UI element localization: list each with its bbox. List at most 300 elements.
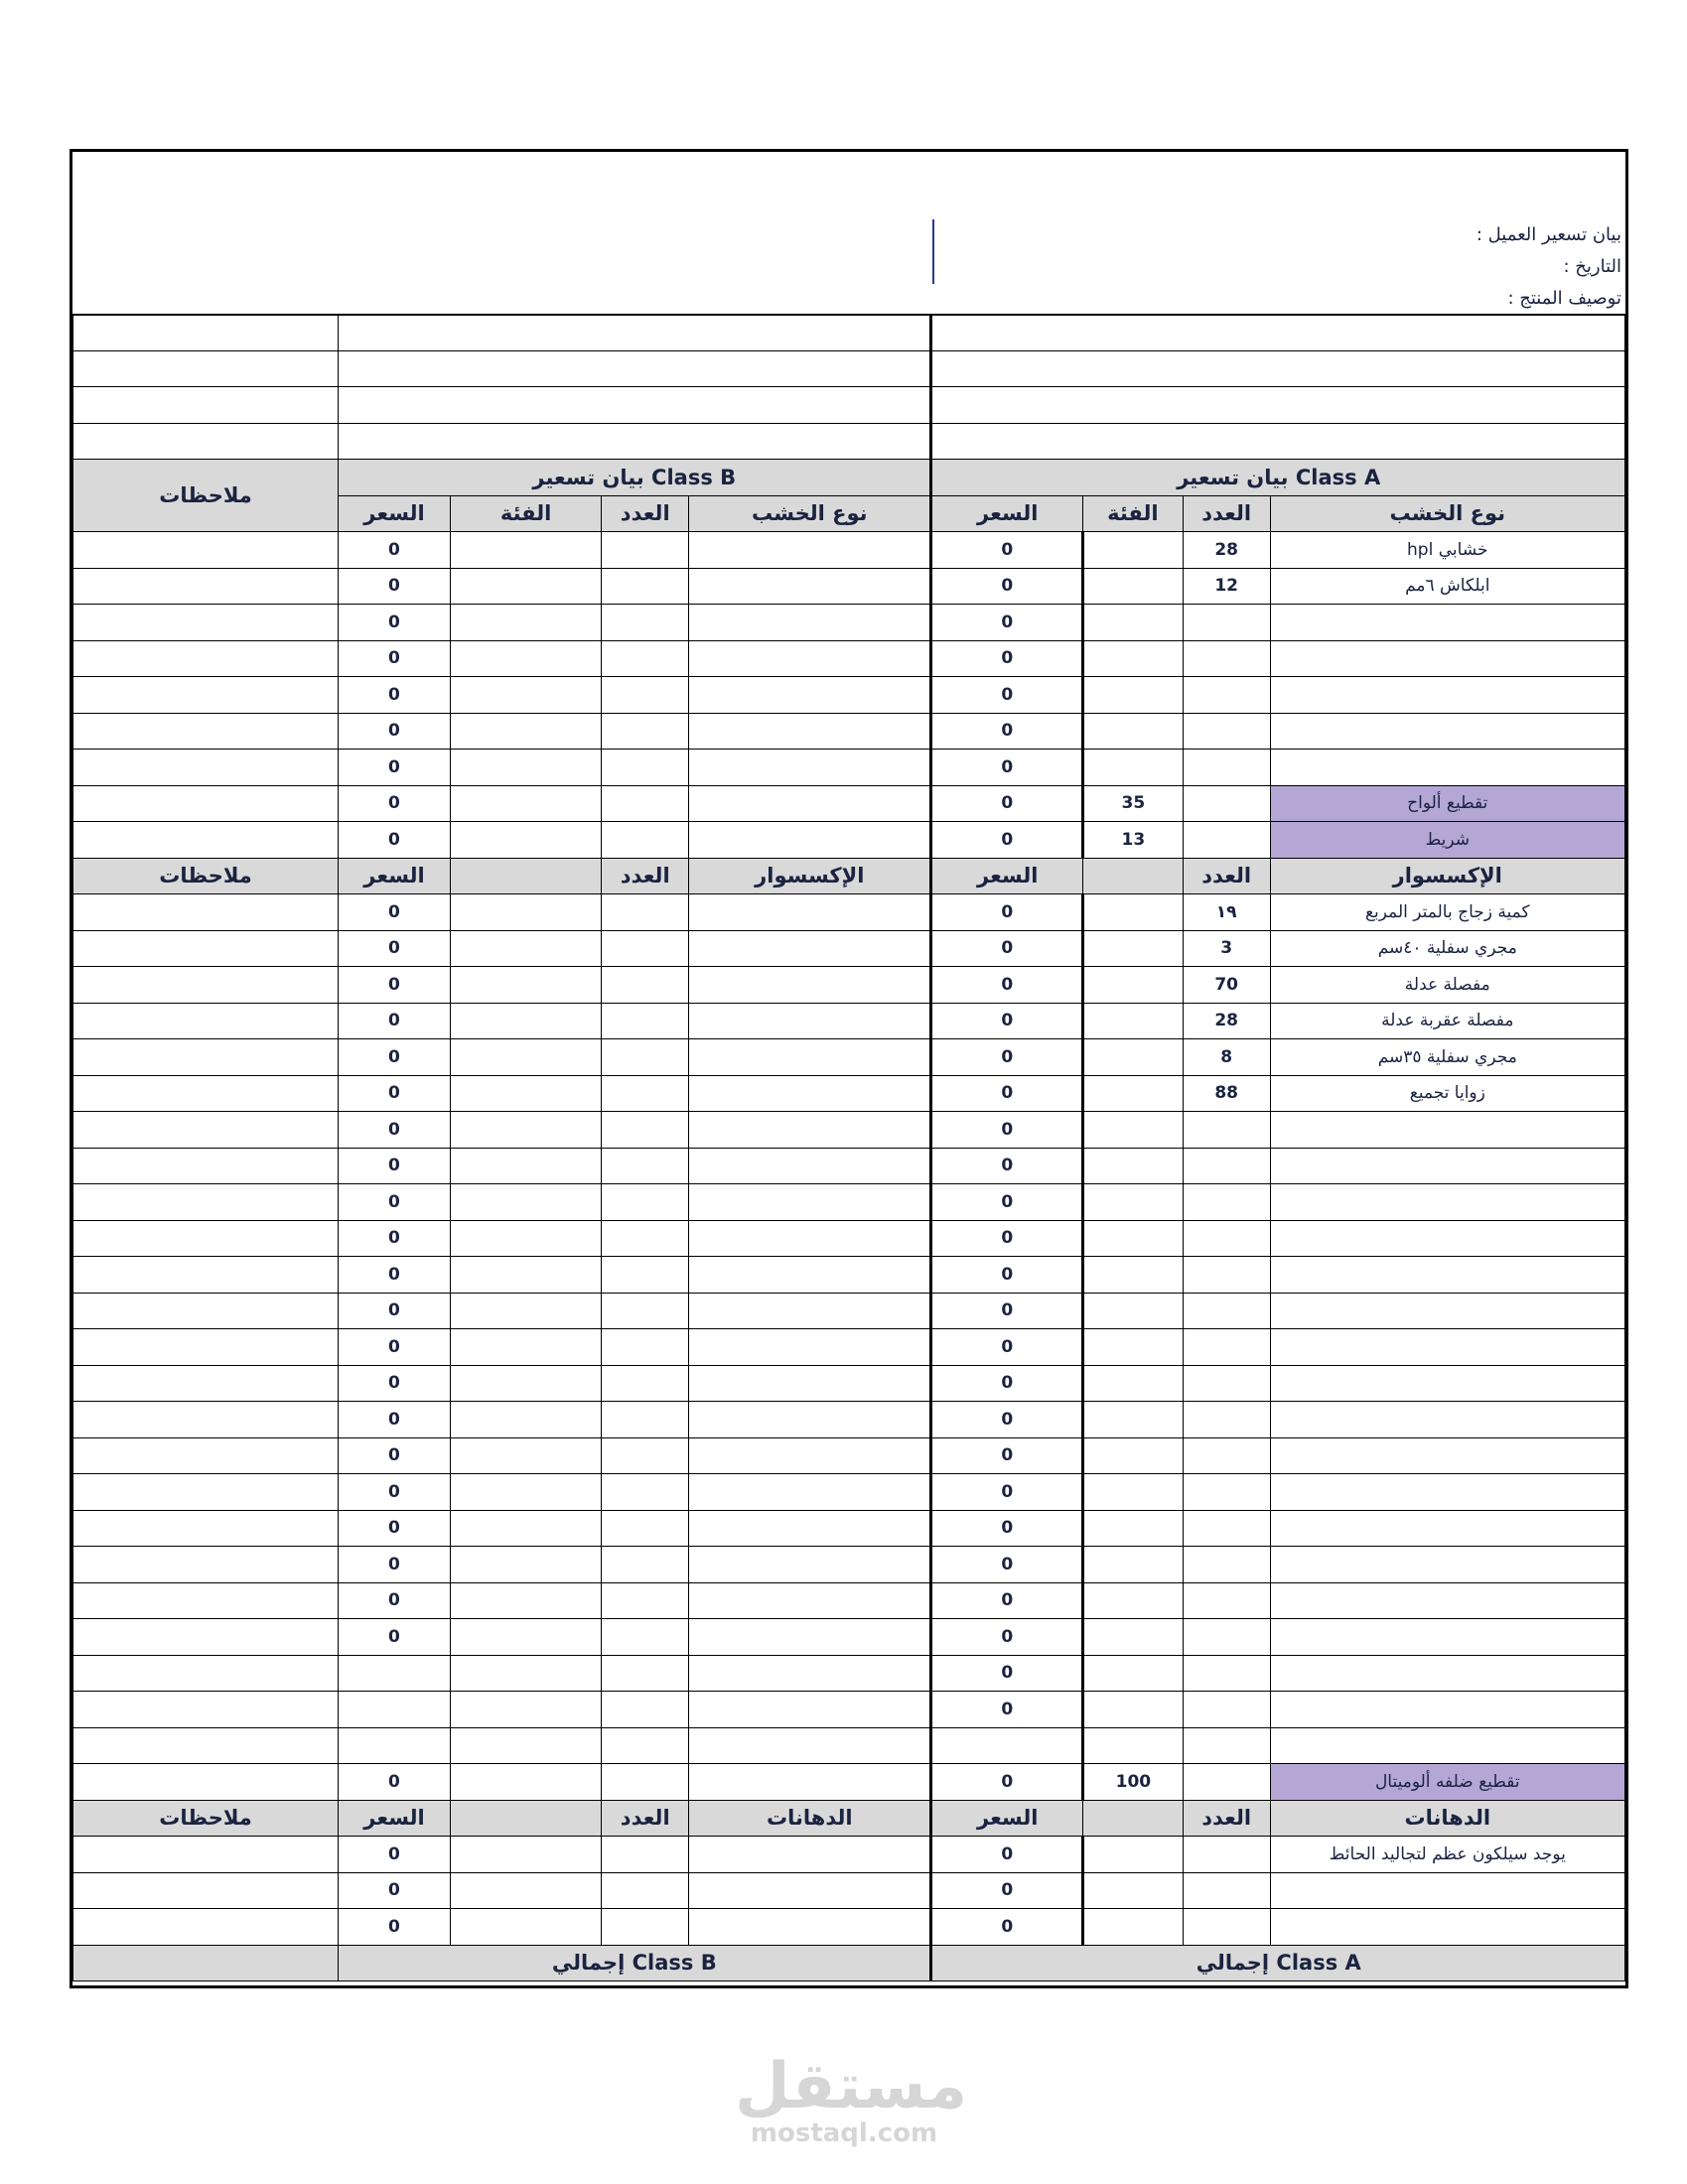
class-a-cat — [1083, 1075, 1184, 1112]
class-a-col-header: السعر — [931, 1800, 1083, 1837]
class-a-count: 28 — [1183, 532, 1270, 569]
desc-b-cell — [339, 387, 931, 424]
class-b-count — [602, 894, 689, 931]
class-b-count — [602, 1692, 689, 1728]
notes-cell — [73, 967, 339, 1004]
class-b-cat — [450, 785, 601, 822]
class-a-price: 0 — [931, 785, 1083, 822]
class-b-col-header: السعر — [339, 858, 451, 894]
watermark-arabic: مستقل — [735, 2050, 968, 2123]
class-b-count — [602, 1148, 689, 1184]
class-b-name — [689, 1510, 931, 1547]
notes-cell — [73, 1075, 339, 1112]
notes-cell — [73, 1764, 339, 1801]
class-b-cat — [450, 1692, 601, 1728]
class-a-count: 8 — [1183, 1039, 1270, 1076]
class-b-price: 0 — [339, 1619, 451, 1656]
class-a-item — [1270, 1909, 1624, 1946]
notes-cell — [73, 1837, 339, 1873]
class-b-price: 0 — [339, 1148, 451, 1184]
notes-cell — [73, 568, 339, 605]
class-b-count — [602, 1184, 689, 1221]
class-b-price — [339, 1655, 451, 1692]
class-b-name — [689, 750, 931, 786]
class-a-cat — [1083, 1039, 1184, 1076]
class-a-item — [1270, 1510, 1624, 1547]
product-label: توصيف المنتج : — [1507, 288, 1621, 309]
class-b-name — [689, 640, 931, 677]
class-a-cat — [1083, 1003, 1184, 1039]
desc-notes-cell — [73, 315, 339, 351]
class-b-count — [602, 1365, 689, 1402]
class-b-cat — [450, 1437, 601, 1474]
class-b-price — [339, 1727, 451, 1764]
class-b-name — [689, 1582, 931, 1619]
class-b-count — [602, 930, 689, 967]
class-a-price: 0 — [931, 1909, 1083, 1946]
class-b-cat — [450, 1112, 601, 1149]
class-b-count — [602, 1547, 689, 1583]
desc-notes-cell — [73, 423, 339, 460]
class-a-count — [1183, 1692, 1270, 1728]
class-b-name — [689, 677, 931, 714]
class-b-cat — [450, 1619, 601, 1656]
class-b-col-header: العدد — [602, 495, 689, 532]
class-b-count — [602, 1437, 689, 1474]
class-b-name — [689, 1293, 931, 1329]
class-b-cat — [450, 1365, 601, 1402]
class-a-count — [1183, 1619, 1270, 1656]
class-a-item — [1270, 640, 1624, 677]
class-b-count — [602, 1474, 689, 1511]
class-a-cat — [1083, 894, 1184, 931]
class-a-cat — [1083, 532, 1184, 569]
class-b-col-header: العدد — [602, 858, 689, 894]
notes-cell — [73, 822, 339, 859]
class-a-cat — [1083, 1437, 1184, 1474]
class-a-price: 0 — [931, 605, 1083, 641]
class-a-cat — [1083, 1692, 1184, 1728]
class-b-price: 0 — [339, 1329, 451, 1366]
class-a-item — [1270, 1329, 1624, 1366]
class-a-count — [1183, 1872, 1270, 1909]
class-a-count — [1183, 1148, 1270, 1184]
class-a-price: 0 — [931, 1003, 1083, 1039]
class-b-price: 0 — [339, 1909, 451, 1946]
class-b-name — [689, 894, 931, 931]
class-b-cat — [450, 1402, 601, 1438]
class-a-cat — [1083, 1582, 1184, 1619]
class-a-cat — [1083, 1112, 1184, 1149]
notes-cell — [73, 1365, 339, 1402]
class-b-name — [689, 713, 931, 750]
class-b-price: 0 — [339, 1510, 451, 1547]
class-a-col-header: السعر — [931, 858, 1083, 894]
class-b-price: 0 — [339, 1003, 451, 1039]
class-a-item: شريط — [1270, 822, 1624, 859]
class-a-price: 0 — [931, 1764, 1083, 1801]
class-b-cat — [450, 677, 601, 714]
notes-cell — [73, 1692, 339, 1728]
class-b-name — [689, 822, 931, 859]
class-a-count — [1183, 1909, 1270, 1946]
class-a-cat — [1083, 1655, 1184, 1692]
class-b-name — [689, 1872, 931, 1909]
class-b-count — [602, 568, 689, 605]
notes-cell — [73, 1329, 339, 1366]
class-b-title: بيان تسعير Class B — [339, 460, 931, 496]
desc-b-cell — [339, 350, 931, 387]
class-a-count — [1183, 1293, 1270, 1329]
class-a-total: إجمالي Class A — [931, 1945, 1625, 1981]
class-a-count: 28 — [1183, 1003, 1270, 1039]
class-b-price: 0 — [339, 677, 451, 714]
class-a-col-header: الفئة — [1083, 495, 1184, 532]
notes-cell — [73, 1510, 339, 1547]
class-a-col-header: الدهانات — [1270, 1800, 1624, 1837]
notes-cell — [73, 1582, 339, 1619]
notes-cell — [73, 1003, 339, 1039]
class-a-item — [1270, 1112, 1624, 1149]
class-a-cat — [1083, 1402, 1184, 1438]
class-a-price: 0 — [931, 568, 1083, 605]
notes-cell — [73, 1727, 339, 1764]
class-a-price: 0 — [931, 1547, 1083, 1583]
class-a-count — [1183, 1655, 1270, 1692]
class-b-name — [689, 1619, 931, 1656]
class-b-count — [602, 532, 689, 569]
notes-header: ملاحظات — [73, 460, 339, 532]
class-b-cat — [450, 713, 601, 750]
class-a-count — [1183, 1837, 1270, 1873]
class-b-count — [602, 1257, 689, 1294]
class-b-count — [602, 1837, 689, 1873]
class-b-name — [689, 1220, 931, 1257]
header-labels — [1476, 219, 1621, 315]
sheet-header — [72, 152, 1625, 316]
class-a-count: 88 — [1183, 1075, 1270, 1112]
class-b-name — [689, 1365, 931, 1402]
pricing-sheet — [70, 149, 1628, 1988]
notes-cell — [73, 677, 339, 714]
class-b-cat — [450, 1329, 601, 1366]
desc-a-cell — [931, 350, 1625, 387]
class-a-price: 0 — [931, 1365, 1083, 1402]
notes-cell — [73, 1909, 339, 1946]
class-b-cat — [450, 1184, 601, 1221]
class-b-cat — [450, 1039, 601, 1076]
class-a-count — [1183, 677, 1270, 714]
class-b-name — [689, 1148, 931, 1184]
class-b-cat — [450, 1909, 601, 1946]
class-a-price: 0 — [931, 967, 1083, 1004]
class-a-count — [1183, 1437, 1270, 1474]
class-a-item — [1270, 1872, 1624, 1909]
class-b-name — [689, 1909, 931, 1946]
class-a-item — [1270, 1402, 1624, 1438]
class-a-item: زوايا تجميع — [1270, 1075, 1624, 1112]
class-a-count: ١٩ — [1183, 894, 1270, 931]
class-a-cat — [1083, 713, 1184, 750]
class-b-cat — [450, 967, 601, 1004]
class-b-price: 0 — [339, 568, 451, 605]
class-a-col-header — [1083, 858, 1184, 894]
class-b-name — [689, 930, 931, 967]
class-b-col-header — [450, 1800, 601, 1837]
class-b-col-header: العدد — [602, 1800, 689, 1837]
class-a-col-header: السعر — [931, 495, 1083, 532]
class-a-item: كمية زجاج بالمتر المربع — [1270, 894, 1624, 931]
class-a-count — [1183, 1112, 1270, 1149]
class-a-item — [1270, 1184, 1624, 1221]
class-b-price: 0 — [339, 1257, 451, 1294]
class-a-count — [1183, 1184, 1270, 1221]
class-b-price: 0 — [339, 640, 451, 677]
class-b-price: 0 — [339, 1112, 451, 1149]
desc-notes-cell — [73, 350, 339, 387]
class-a-count — [1183, 640, 1270, 677]
class-a-cat — [1083, 605, 1184, 641]
notes-cell — [73, 1547, 339, 1583]
class-b-cat — [450, 822, 601, 859]
class-b-price: 0 — [339, 1075, 451, 1112]
notes-cell — [73, 930, 339, 967]
class-b-count — [602, 677, 689, 714]
notes-cell — [73, 1112, 339, 1149]
class-b-price: 0 — [339, 894, 451, 931]
class-b-price: 0 — [339, 1872, 451, 1909]
class-b-count — [602, 1329, 689, 1366]
class-a-cat: 35 — [1083, 785, 1184, 822]
notes-cell — [73, 785, 339, 822]
header-divider — [932, 219, 934, 284]
class-b-price: 0 — [339, 967, 451, 1004]
class-b-cat — [450, 1727, 601, 1764]
class-a-cat — [1083, 1547, 1184, 1583]
class-a-cat — [1083, 1837, 1184, 1873]
notes-cell — [73, 1872, 339, 1909]
class-a-item — [1270, 1582, 1624, 1619]
notes-header: ملاحظات — [73, 858, 339, 894]
class-b-price: 0 — [339, 1474, 451, 1511]
class-a-count — [1183, 605, 1270, 641]
class-b-cat — [450, 1837, 601, 1873]
notes-cell — [73, 894, 339, 931]
class-a-cat — [1083, 1293, 1184, 1329]
class-b-price: 0 — [339, 1582, 451, 1619]
class-b-price: 0 — [339, 1437, 451, 1474]
class-a-count: 70 — [1183, 967, 1270, 1004]
class-a-count — [1183, 713, 1270, 750]
class-b-name — [689, 605, 931, 641]
class-a-item — [1270, 1547, 1624, 1583]
class-b-count — [602, 713, 689, 750]
class-a-cat — [1083, 1474, 1184, 1511]
class-a-price: 0 — [931, 677, 1083, 714]
class-a-item — [1270, 1655, 1624, 1692]
class-b-price: 0 — [339, 605, 451, 641]
notes-header: ملاحظات — [73, 1800, 339, 1837]
class-a-price: 0 — [931, 1112, 1083, 1149]
class-b-price: 0 — [339, 532, 451, 569]
class-a-cat — [1083, 1909, 1184, 1946]
class-a-item — [1270, 1293, 1624, 1329]
class-a-cat — [1083, 1329, 1184, 1366]
class-a-price — [931, 1727, 1083, 1764]
class-a-price: 0 — [931, 1510, 1083, 1547]
class-a-price: 0 — [931, 1619, 1083, 1656]
class-a-price: 0 — [931, 1220, 1083, 1257]
class-b-total: إجمالي Class B — [339, 1945, 931, 1981]
class-b-count — [602, 1402, 689, 1438]
class-b-count — [602, 1764, 689, 1801]
class-a-item — [1270, 750, 1624, 786]
class-b-cat — [450, 1510, 601, 1547]
notes-cell — [73, 640, 339, 677]
class-b-name — [689, 1075, 931, 1112]
class-a-price: 0 — [931, 1257, 1083, 1294]
desc-b-cell — [339, 423, 931, 460]
class-b-name — [689, 1003, 931, 1039]
class-b-count — [602, 640, 689, 677]
class-b-cat — [450, 1148, 601, 1184]
class-a-price: 0 — [931, 1402, 1083, 1438]
class-b-cat — [450, 1582, 601, 1619]
class-b-count — [602, 1582, 689, 1619]
notes-cell — [73, 1655, 339, 1692]
class-b-cat — [450, 1003, 601, 1039]
class-b-cat — [450, 930, 601, 967]
class-a-item — [1270, 1257, 1624, 1294]
class-a-item — [1270, 1474, 1624, 1511]
class-b-count — [602, 785, 689, 822]
class-b-price: 0 — [339, 1547, 451, 1583]
class-b-cat — [450, 750, 601, 786]
class-a-item: خشابي hpl — [1270, 532, 1624, 569]
class-b-name — [689, 1727, 931, 1764]
class-a-item: تقطيع ضلفه ألوميتال — [1270, 1764, 1624, 1801]
notes-cell — [73, 1220, 339, 1257]
class-b-count — [602, 1003, 689, 1039]
class-b-name — [689, 1692, 931, 1728]
class-a-cat: 100 — [1083, 1764, 1184, 1801]
notes-cell — [73, 1293, 339, 1329]
class-b-count — [602, 967, 689, 1004]
desc-a-cell — [931, 315, 1625, 351]
class-b-count — [602, 1112, 689, 1149]
class-a-price: 0 — [931, 1582, 1083, 1619]
class-a-price: 0 — [931, 640, 1083, 677]
class-b-price: 0 — [339, 785, 451, 822]
class-b-price: 0 — [339, 1365, 451, 1402]
class-b-name — [689, 1112, 931, 1149]
notes-cell — [73, 750, 339, 786]
class-a-item: يوجد سيلكون عظم لتجاليد الحائط — [1270, 1837, 1624, 1873]
notes-cell — [73, 1474, 339, 1511]
class-b-price: 0 — [339, 1764, 451, 1801]
class-a-count — [1183, 785, 1270, 822]
class-a-item — [1270, 1619, 1624, 1656]
class-a-count — [1183, 750, 1270, 786]
notes-cell — [73, 1039, 339, 1076]
class-a-cat: 13 — [1083, 822, 1184, 859]
class-b-name — [689, 1402, 931, 1438]
class-a-price: 0 — [931, 750, 1083, 786]
class-b-name — [689, 1547, 931, 1583]
class-a-count — [1183, 1474, 1270, 1511]
class-a-count — [1183, 1582, 1270, 1619]
class-a-cat — [1083, 677, 1184, 714]
class-a-price: 0 — [931, 1474, 1083, 1511]
class-a-price: 0 — [931, 1837, 1083, 1873]
class-b-name — [689, 1437, 931, 1474]
notes-cell — [73, 1619, 339, 1656]
class-b-count — [602, 1075, 689, 1112]
class-b-name — [689, 568, 931, 605]
class-a-title: بيان تسعير Class A — [931, 460, 1625, 496]
class-a-cat — [1083, 640, 1184, 677]
notes-cell — [73, 1148, 339, 1184]
class-a-count — [1183, 1402, 1270, 1438]
class-a-cat — [1083, 1510, 1184, 1547]
class-a-item: مفصلة عقربة عدلة — [1270, 1003, 1624, 1039]
class-a-cat — [1083, 967, 1184, 1004]
class-b-name — [689, 1837, 931, 1873]
class-a-price: 0 — [931, 713, 1083, 750]
class-b-price: 0 — [339, 822, 451, 859]
client-label: بيان تسعير العميل : — [1476, 224, 1621, 245]
class-b-price: 0 — [339, 1220, 451, 1257]
class-b-price — [339, 1692, 451, 1728]
class-a-price: 0 — [931, 930, 1083, 967]
class-a-cat — [1083, 930, 1184, 967]
class-b-cat — [450, 1474, 601, 1511]
class-b-cat — [450, 1872, 601, 1909]
totals-notes-cell — [73, 1945, 339, 1981]
class-b-name — [689, 1329, 931, 1366]
class-a-cat — [1083, 1619, 1184, 1656]
class-b-name — [689, 1039, 931, 1076]
notes-cell — [73, 1257, 339, 1294]
class-a-cat — [1083, 1257, 1184, 1294]
class-a-cat — [1083, 1148, 1184, 1184]
class-a-count — [1183, 1727, 1270, 1764]
class-a-item — [1270, 1692, 1624, 1728]
class-a-item: تقطيع ألواح — [1270, 785, 1624, 822]
desc-b-cell — [339, 315, 931, 351]
class-a-col-header — [1083, 1800, 1184, 1837]
notes-cell — [73, 1437, 339, 1474]
class-b-price: 0 — [339, 1184, 451, 1221]
class-a-count — [1183, 1510, 1270, 1547]
class-b-name — [689, 1764, 931, 1801]
class-b-name — [689, 967, 931, 1004]
date-label: التاريخ : — [1563, 256, 1621, 277]
class-a-item — [1270, 1148, 1624, 1184]
class-b-name — [689, 785, 931, 822]
class-a-item: مجري سفلية ٤٠سم — [1270, 930, 1624, 967]
class-b-cat — [450, 640, 601, 677]
class-a-cat — [1083, 1220, 1184, 1257]
class-b-count — [602, 1727, 689, 1764]
class-b-col-header: الدهانات — [689, 1800, 931, 1837]
class-a-item — [1270, 1727, 1624, 1764]
class-a-price: 0 — [931, 1184, 1083, 1221]
class-a-cat — [1083, 1872, 1184, 1909]
class-b-cat — [450, 568, 601, 605]
desc-a-cell — [931, 387, 1625, 424]
class-b-col-header: الإكسسوار — [689, 858, 931, 894]
